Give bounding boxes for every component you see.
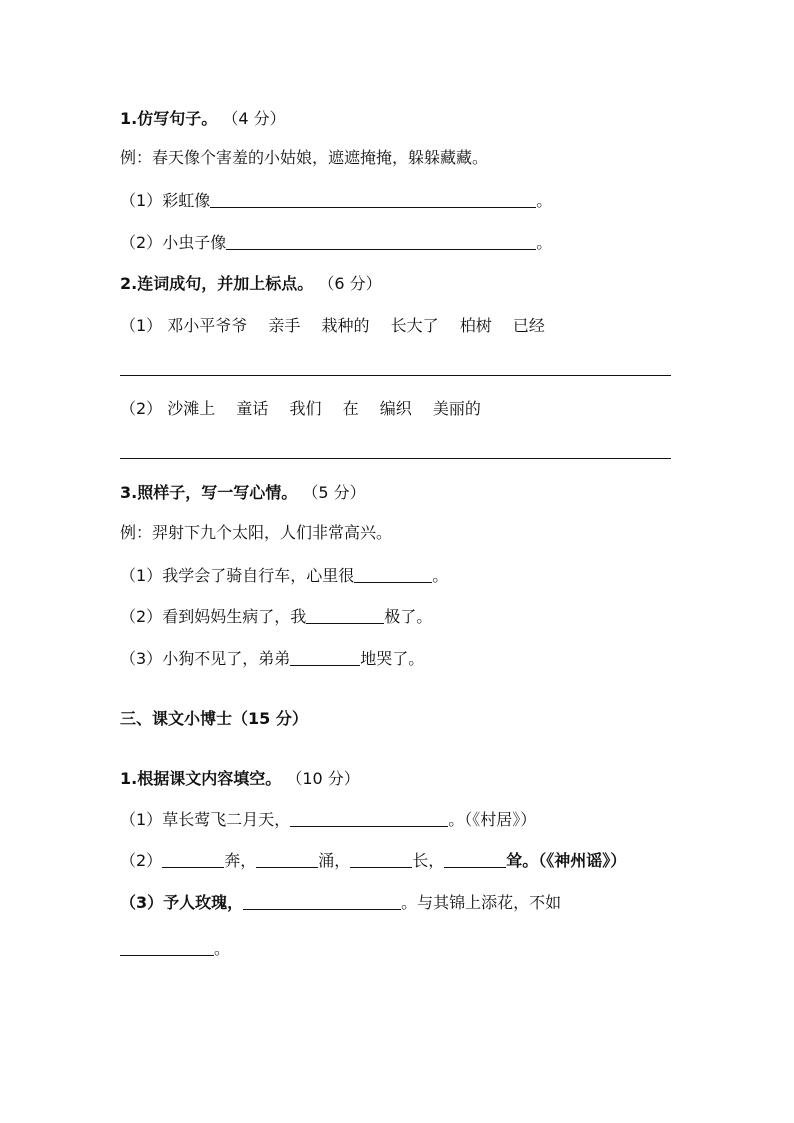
q1-item-2 <box>120 233 552 253</box>
q3-item-3 <box>120 649 424 669</box>
q4-item-3-num: （3） <box>120 893 164 912</box>
q2-item-2-word: 在 <box>342 399 359 418</box>
q2-item-2-word: 童话 <box>236 399 269 418</box>
q2-item-1-word: 亲手 <box>268 316 301 335</box>
q4-item-1-after: 。（《村居》） <box>448 810 537 829</box>
q1-item-2-num: （2） <box>120 233 163 252</box>
q2-score: （6 分） <box>318 274 382 293</box>
q3-score: （5 分） <box>302 483 366 502</box>
q4-item-3-after: 。与其锦上添花，不如 <box>401 893 562 912</box>
q4-item-3-before: 予人玫瑰， <box>163 893 244 912</box>
q1-item-2-end: 。 <box>536 233 553 252</box>
q3-title: 3.照样子，写一写心情。 <box>120 483 298 502</box>
q2-title: 2.连词成句，并加上标点。 <box>120 274 314 293</box>
q2-item-2-word: 美丽的 <box>432 399 481 418</box>
q4-item-2-blank-4[interactable] <box>444 851 506 868</box>
q4-item-2-w3: 长， <box>412 851 445 870</box>
q1-item-1-text: 彩虹像 <box>162 191 211 210</box>
q4-item-2 <box>120 851 626 871</box>
q3-item-1-num: （1） <box>120 566 163 585</box>
q3-item-3-before: 小狗不见了，弟弟 <box>162 649 291 668</box>
q4-item-2-blank-1[interactable] <box>162 851 224 868</box>
q4-item-2-blank-2[interactable] <box>256 851 318 868</box>
q4-item-2-num: （2） <box>120 851 163 870</box>
q1-item-1-num: （1） <box>120 191 163 210</box>
q3-item-1 <box>120 566 448 586</box>
q3-item-3-num: （3） <box>120 649 163 668</box>
q4-item-1-before: 草长莺飞二月天， <box>162 810 291 829</box>
q2-item-1 <box>120 316 545 336</box>
q2-item-1-word: 栽种的 <box>321 316 370 335</box>
q1-item-1-blank[interactable] <box>210 191 536 208</box>
q1-item-2-text: 小虫子像 <box>162 233 227 252</box>
q4-item-3-continued <box>120 939 230 959</box>
q3-item-1-after: 。 <box>432 566 449 585</box>
q1-item-1 <box>120 191 552 211</box>
q2-item-1-word: 长大了 <box>390 316 439 335</box>
q3-item-2-num: （2） <box>120 607 163 626</box>
q4-item-3-end: 。 <box>214 939 231 958</box>
q1-score: （4 分） <box>222 109 286 128</box>
q3-item-2-before: 看到妈妈生病了，我 <box>162 607 307 626</box>
q1-item-2-blank[interactable] <box>226 233 536 250</box>
q4-item-2-w4: 耸。（《神州谣》） <box>506 851 627 870</box>
q2-item-2-num: （2） <box>120 399 163 418</box>
q3-heading <box>120 483 366 503</box>
q1-example: 例：春天像个害羞的小姑娘，遮遮掩掩，躲躲藏藏。 <box>120 148 489 167</box>
q4-heading <box>120 769 360 789</box>
q4-item-2-w2: 涌， <box>318 851 351 870</box>
q3-item-2 <box>120 607 432 627</box>
q2-item-2-word: 编织 <box>379 399 412 418</box>
q4-title: 1.根据课文内容填空。 <box>120 769 282 788</box>
q3-item-3-after: 地哭了。 <box>360 649 425 668</box>
q4-item-3-blank[interactable] <box>243 893 401 910</box>
q3-item-2-blank[interactable] <box>306 607 384 624</box>
q4-item-1 <box>120 810 536 830</box>
q2-heading <box>120 274 382 294</box>
q2-item-2-word: 我们 <box>289 399 322 418</box>
q3-item-2-after: 极了。 <box>384 607 433 626</box>
q2-item-1-word: 已经 <box>512 316 545 335</box>
q2-item-1-word: 柏树 <box>459 316 492 335</box>
q3-item-1-before: 我学会了骑自行车，心里很 <box>162 566 355 585</box>
q4-item-3 <box>120 893 561 913</box>
q4-score: （10 分） <box>286 769 360 788</box>
q3-example: 例：羿射下九个太阳，人们非常高兴。 <box>120 523 393 542</box>
q2-item-2-word: 沙滩上 <box>167 399 216 418</box>
q4-item-2-blank-3[interactable] <box>350 851 412 868</box>
q4-item-1-blank[interactable] <box>290 810 448 827</box>
section-3-title: 三、课文小博士（15 分） <box>120 709 308 728</box>
q1-title: 1.仿写句子。 <box>120 109 218 128</box>
q4-item-2-w1: 奔， <box>224 851 257 870</box>
q2-item-2-answer-line[interactable] <box>120 458 671 459</box>
q3-item-3-blank[interactable] <box>290 649 360 666</box>
q1-heading <box>120 109 286 129</box>
q2-item-1-num: （1） <box>120 316 163 335</box>
q4-item-3-blank-2[interactable] <box>120 939 214 956</box>
q2-item-1-answer-line[interactable] <box>120 375 671 376</box>
q1-item-1-end: 。 <box>536 191 553 210</box>
q4-item-1-num: （1） <box>120 810 163 829</box>
q3-item-1-blank[interactable] <box>354 566 432 583</box>
q2-item-1-word: 邓小平爷爷 <box>167 316 248 335</box>
q2-item-2 <box>120 399 481 419</box>
